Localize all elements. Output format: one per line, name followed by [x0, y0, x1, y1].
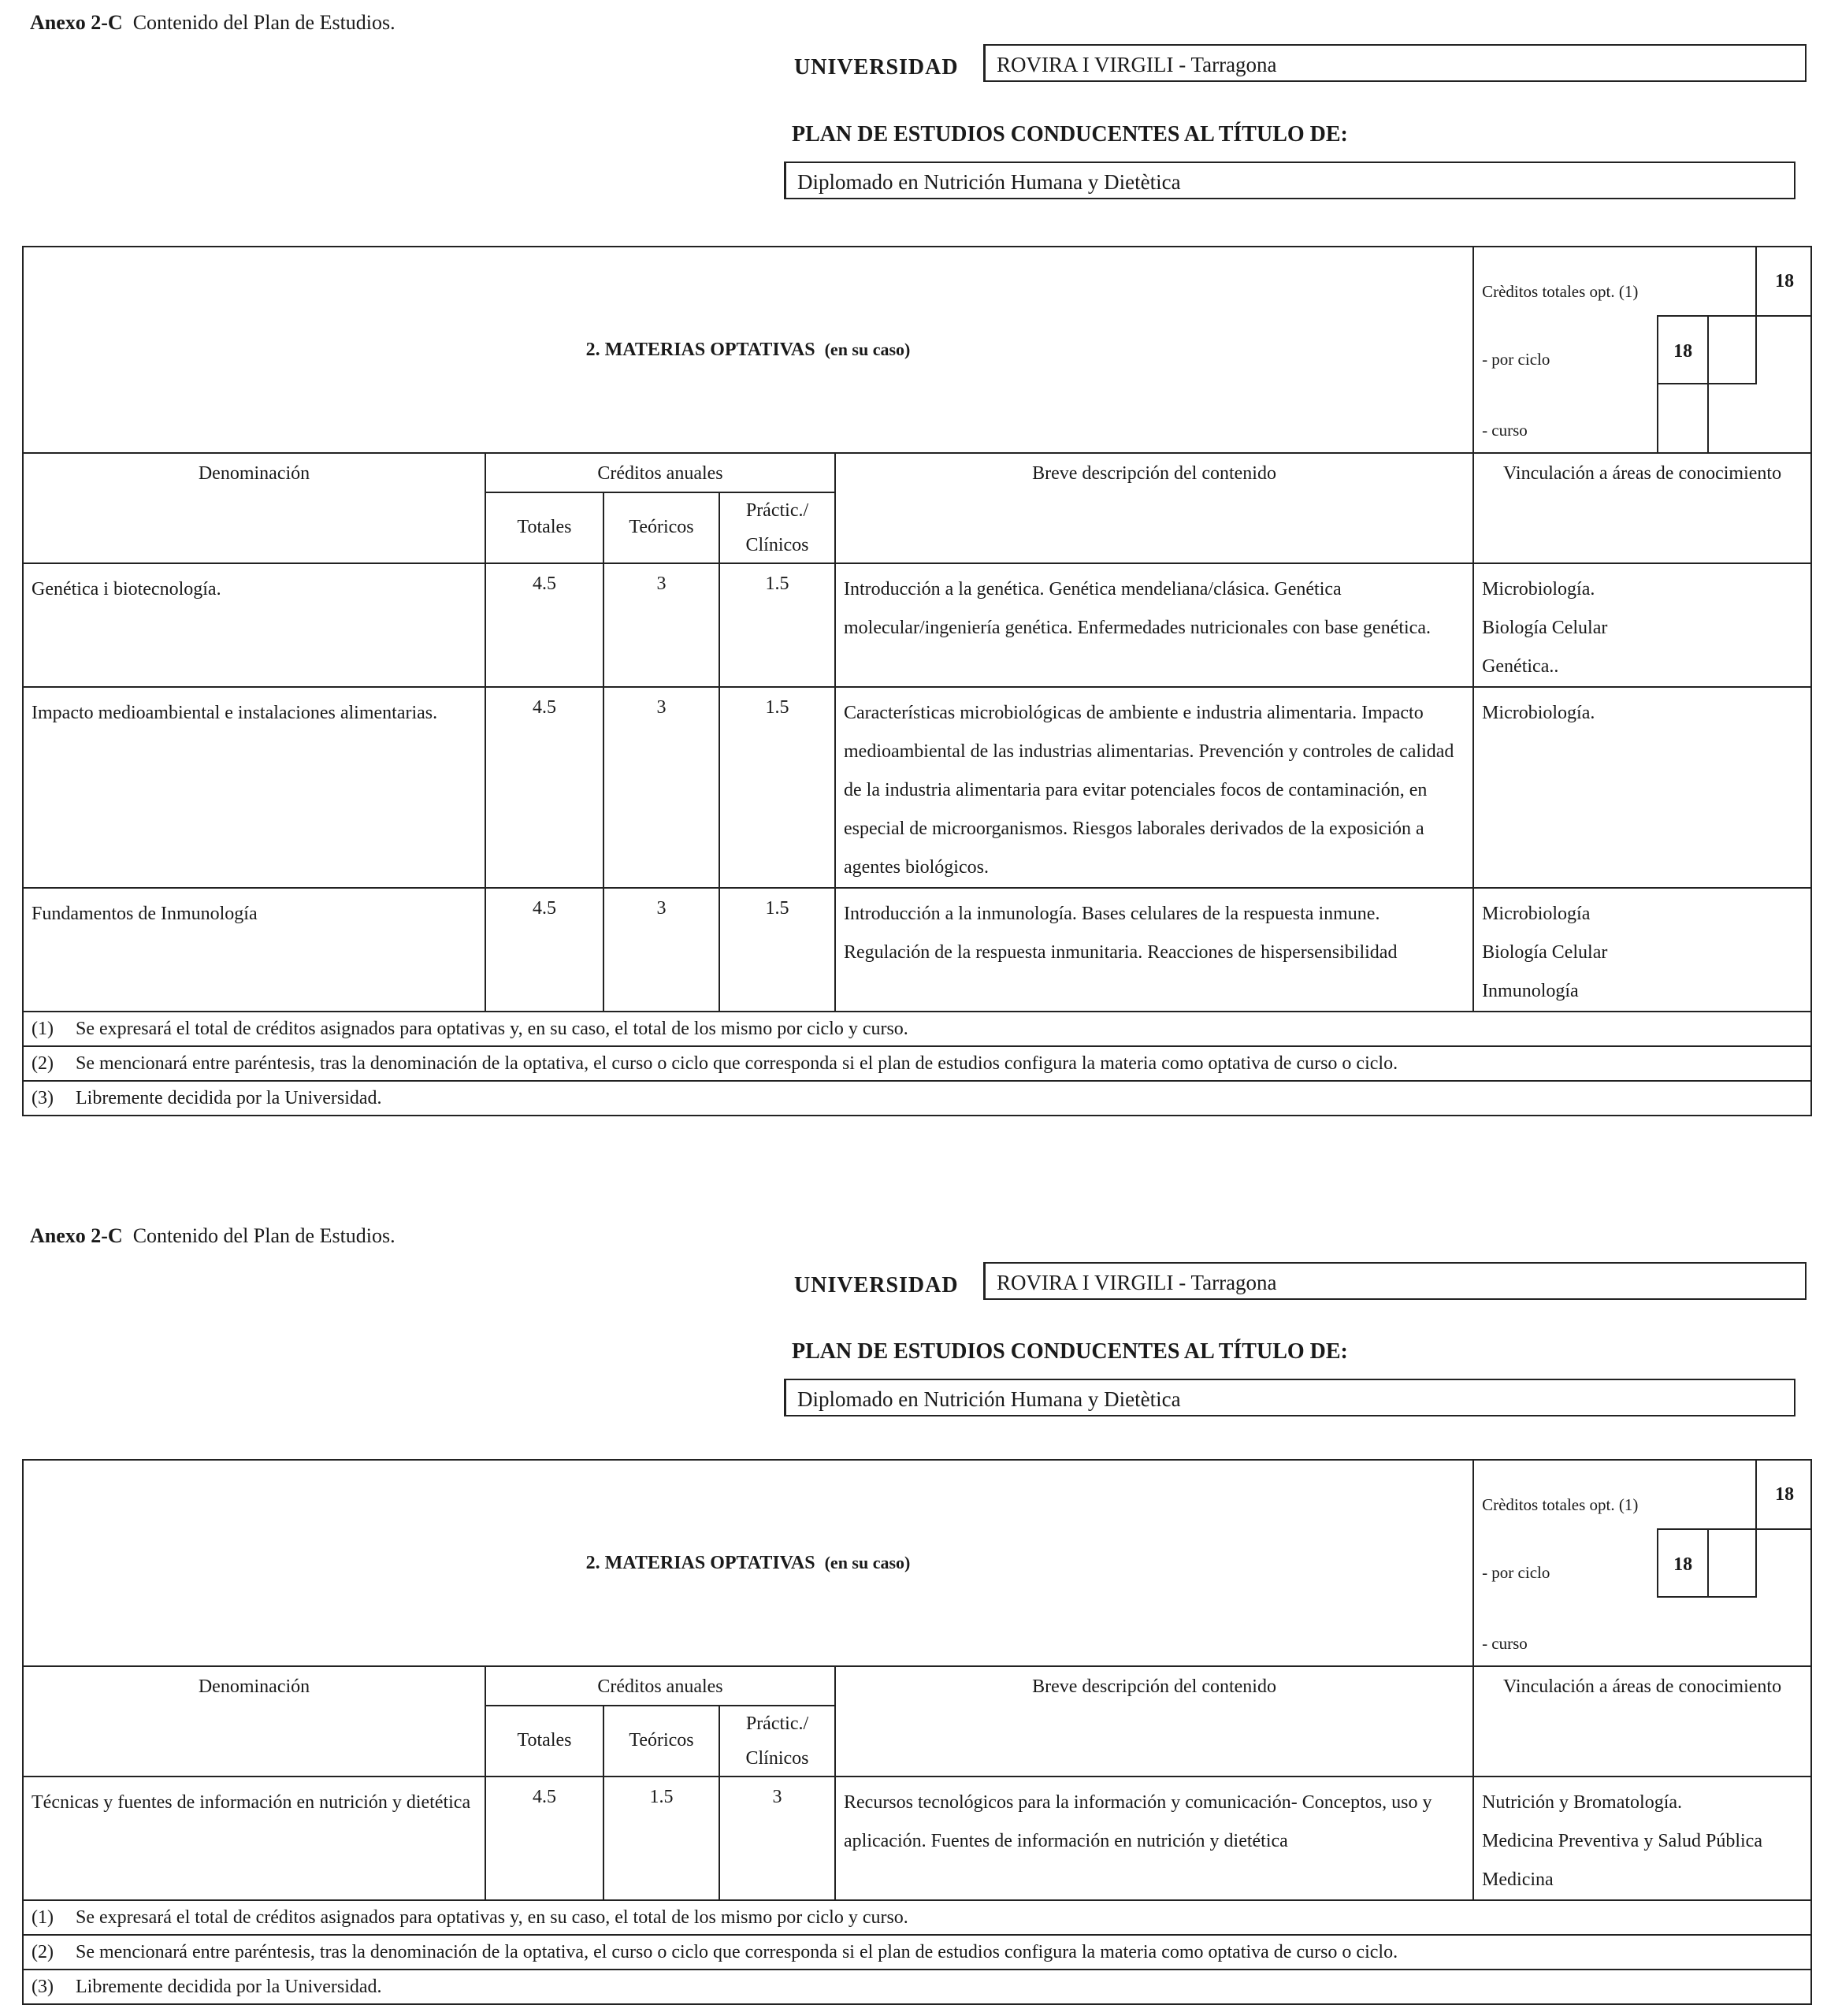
course-label: - curso [1482, 1634, 1528, 1653]
area-item: Microbiología [1482, 904, 1591, 924]
area-item: Biología Celular [1482, 942, 1608, 963]
annex-description: Contenido del Plan de Estudios. [132, 1224, 395, 1247]
plan-label: PLAN DE ESTUDIOS CONDUCENTES AL TÍTULO DE: [792, 122, 1348, 147]
credits-practicos: 1.5 [719, 563, 835, 687]
credits-practicos: 1.5 [719, 888, 835, 1012]
footnote-1: (1) Se expresará el total de créditos asignados para optativas y, en su caso, el total de los mismo por ciclo y curso. [24, 1901, 1810, 1936]
university-field: ROVIRA I VIRGILI - Tarragona [983, 44, 1807, 82]
credits-totales: 4.5 [485, 563, 603, 687]
page-2 [0, 1213, 1827, 2016]
credits-totales: 4.5 [485, 888, 603, 1012]
header-teoricos: Teóricos [603, 492, 719, 563]
table-row [23, 1777, 1811, 1900]
header-creditos-anuales: Créditos anuales [485, 453, 835, 492]
credits-summary [1473, 1460, 1811, 1666]
area-item: Microbiología. [1482, 579, 1595, 600]
header-creditos-anuales: Créditos anuales [485, 1666, 835, 1706]
per-cycle-label: - por ciclo [1482, 350, 1550, 369]
credits-totales: 4.5 [485, 1777, 603, 1900]
annex-heading [30, 11, 395, 35]
credits-teoricos: 3 [603, 563, 719, 687]
total-credits-label: Crèditos totales opt. (1) [1482, 282, 1639, 301]
table-row [23, 888, 1811, 1012]
optional-subjects-table [22, 246, 1812, 1116]
header-denominacion: Denominación [23, 453, 485, 563]
credits-teoricos: 1.5 [603, 1777, 719, 1900]
area-item: Medicina Preventiva y Salud Pública [1482, 1831, 1762, 1851]
knowledge-areas [1473, 687, 1811, 888]
degree-title-field: Diplomado en Nutrición Humana y Dietètica [784, 162, 1795, 199]
per-cycle-value: 18 [1657, 1528, 1709, 1598]
university-label: UNIVERSIDAD [794, 55, 959, 80]
knowledge-areas [1473, 888, 1811, 1012]
footnote-3: (3) Libremente decidida por la Universidad. [32, 1977, 382, 1997]
per-cycle-label: - por ciclo [1482, 1563, 1550, 1582]
university-field: ROVIRA I VIRGILI - Tarragona [983, 1262, 1807, 1300]
university-label: UNIVERSIDAD [794, 1273, 959, 1298]
annex-number: Anexo 2-C [30, 1224, 123, 1247]
footnote-1: (1) Se expresará el total de créditos asignados para optativas y, en su caso, el total de los mismo por ciclo y curso. [24, 1012, 1810, 1047]
subject-description: Introducción a la genética. Genética mendeliana/clásica. Genética molecular/ingeniería genética. Enfermedades nutricionales con base genética. [835, 563, 1473, 687]
header-practicos: Práctic./ Clínicos [719, 492, 835, 563]
plan-label: PLAN DE ESTUDIOS CONDUCENTES AL TÍTULO DE: [792, 1339, 1348, 1364]
table-row [23, 687, 1811, 888]
header-practicos: Práctic./ Clínicos [719, 1706, 835, 1777]
footnote-2: (2) Se mencionará entre paréntesis, tras la denominación de la optativa, el curso o ciclo que corresponda si el plan de estudios configura la materia como optativa de curso o ciclo. [24, 1936, 1810, 1970]
knowledge-areas [1473, 1777, 1811, 1900]
footnote-3: (3) Libremente decidida por la Universidad. [32, 1088, 382, 1108]
credits-totales: 4.5 [485, 687, 603, 888]
per-cycle-empty [1707, 315, 1757, 384]
subject-description: Características microbiológicas de ambiente e industria alimentaria. Impacto medioambiental de las industrias alimentarias. Prevención y controles de calidad de la industria alimentaria para evitar potenciales focos de contaminación, en especial de microorganismos. Riesgos laborales derivados de la exposición a agentes biológicos. [835, 687, 1473, 888]
area-item: Nutrición y Bromatología. [1482, 1792, 1683, 1813]
annex-heading [30, 1224, 395, 1248]
course-label: - curso [1482, 421, 1528, 440]
area-item: Biología Celular [1482, 618, 1608, 638]
header-teoricos: Teóricos [603, 1706, 719, 1777]
knowledge-areas [1473, 563, 1811, 687]
credits-summary [1473, 247, 1811, 453]
subject-name: Fundamentos de Inmunología [23, 888, 485, 1012]
subject-name: Impacto medioambiental e instalaciones alimentarias. [23, 687, 485, 888]
degree-title-field: Diplomado en Nutrición Humana y Dietètica [784, 1379, 1795, 1416]
subject-name: Técnicas y fuentes de información en nutrición y dietética [23, 1777, 485, 1900]
header-totales: Totales [485, 1706, 603, 1777]
header-descripcion: Breve descripción del contenido [835, 1666, 1473, 1777]
subject-description: Recursos tecnológicos para la información y comunicación- Conceptos, uso y aplicación. Fuentes de información en nutrición y dietética [835, 1777, 1473, 1900]
header-totales: Totales [485, 492, 603, 563]
credits-teoricos: 3 [603, 687, 719, 888]
header-denominacion: Denominación [23, 1666, 485, 1777]
area-item: Genética.. [1482, 656, 1559, 677]
credits-teoricos: 3 [603, 888, 719, 1012]
credits-practicos: 1.5 [719, 687, 835, 888]
area-item: Medicina [1482, 1869, 1554, 1890]
header-descripcion: Breve descripción del contenido [835, 453, 1473, 563]
area-item: Microbiología. [1482, 703, 1595, 723]
course-value [1657, 383, 1709, 454]
footnote-2: (2) Se mencionará entre paréntesis, tras la denominación de la optativa, el curso o ciclo que corresponda si el plan de estudios configura la materia como optativa de curso o ciclo. [24, 1047, 1810, 1082]
total-credits-value: 18 [1755, 246, 1812, 317]
credits-practicos: 3 [719, 1777, 835, 1900]
per-cycle-value: 18 [1657, 315, 1709, 384]
subject-description: Introducción a la inmunología. Bases celulares de la respuesta inmune. Regulación de la respuesta inmunitaria. Reacciones de hispersensibilidad [835, 888, 1473, 1012]
total-credits-value: 18 [1755, 1459, 1812, 1530]
footnotes [23, 1900, 1811, 2004]
annex-number: Anexo 2-C [30, 11, 123, 34]
annex-description: Contenido del Plan de Estudios. [132, 11, 395, 34]
total-credits-label: Crèditos totales opt. (1) [1482, 1495, 1639, 1514]
optional-subjects-table [22, 1459, 1812, 2005]
header-vinculacion: Vinculación a áreas de conocimiento [1473, 453, 1811, 563]
per-cycle-empty [1707, 1528, 1757, 1598]
section-title: 2. MATERIAS OPTATIVAS (en su caso) [23, 1460, 1473, 1666]
footnotes [23, 1012, 1811, 1116]
table-row [23, 563, 1811, 687]
area-item: Inmunología [1482, 981, 1579, 1001]
header-vinculacion: Vinculación a áreas de conocimiento [1473, 1666, 1811, 1777]
subject-name: Genética i biotecnología. [23, 563, 485, 687]
section-title: 2. MATERIAS OPTATIVAS (en su caso) [23, 247, 1473, 453]
